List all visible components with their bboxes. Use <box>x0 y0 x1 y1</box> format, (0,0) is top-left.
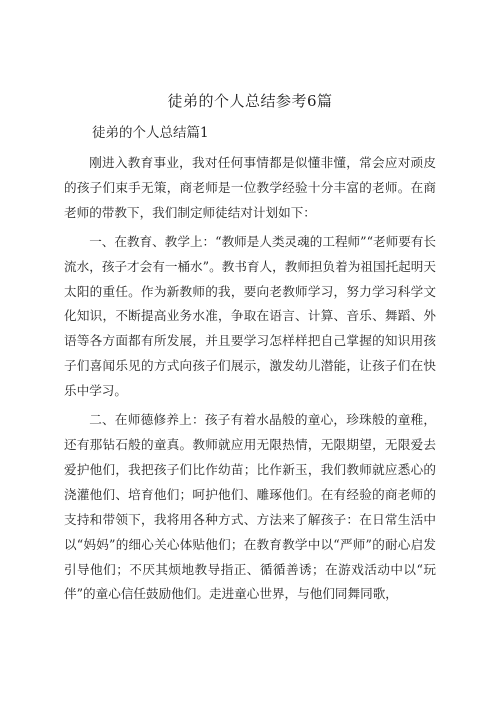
paragraph-3: 二、在师德修养上：孩子有着水晶般的童心，珍珠般的童稚，还有那钻石般的童真。教师就应用无限热情，无限期望，无限爱去爱护他们，我把孩子们比作幼苗；比作新玉，我们教师就应悉心的浇灌他们、培育他们；呵护他们、雕琢他们。在有经验的商老师的支持和带领下，我将用各种方式、方法来了解孩子：在日常生活中以“妈妈”的细心关心体贴他们；在教育教学中以“严师”的耐心启发引导他们；不厌其烦地教导指正、循循善诱；在游戏活动中以“玩伴”的童心信任鼓励他们。走进童心世界，与他们同舞同歌， <box>64 412 436 602</box>
paragraph-2: 一、在教育、教学上：“教师是人类灵魂的工程师”“老师要有长流水，孩子才会有一桶水”。教书育人，教师担负着为祖国托起明天太阳的重任。作为新教师的我，要向老教师学习，努力学习科学文化知识，不断提高业务水准，争取在语言、计算、音乐、舞蹈、外语等各方面都有所发展，并且要学习怎样样把自己掌握的知识用孩子们喜闻乐见的方式向孩子们展示，激发幼儿潜能，让孩子们在快乐中学习。 <box>64 233 436 399</box>
document-body <box>64 151 436 611</box>
paragraph-1: 刚进入教育事业，我对任何事情都是似懂非懂，常会应对顽皮的孩子们束手无策，商老师是一位教学经验十分丰富的老师。在商老师的带教下，我们制定师徒结对计划如下： <box>64 155 436 220</box>
document-title: 徒弟的个人总结参考6篇 <box>167 92 333 110</box>
section-heading: 徒弟的个人总结篇1 <box>92 125 209 141</box>
